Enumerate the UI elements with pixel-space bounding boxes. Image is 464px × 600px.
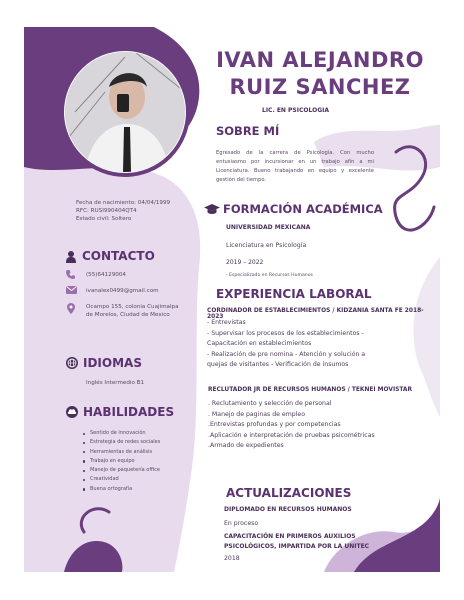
job-1-title: CORDINADOR DE ESTABLECIMIENTOS / KIDZANIA SANTA FE 2018-2023 <box>207 308 424 320</box>
skill-item: Herramientas de análisis <box>82 448 192 457</box>
job-2-duties <box>208 399 418 452</box>
job-1-duties <box>207 318 417 371</box>
university-name: UNIVERSIDAD MEXICANA <box>226 224 311 231</box>
job-1-duty: - Entrevistas <box>207 319 246 326</box>
job-1-duty: - Realización de pre nomina - Atención y solución a <box>207 350 366 358</box>
job-1-duty: quejas de visitantes - Verificación de insumos <box>207 361 349 368</box>
contact-heading: CONTACTO <box>82 249 155 263</box>
update-1-status: En proceso <box>224 520 259 527</box>
job-2-duty: . Reclutamiento y selección de personal <box>208 400 332 407</box>
personal-info <box>76 199 196 223</box>
education-specialization: - Especializado en Recursos Humanos <box>226 273 313 278</box>
update-2-line-1: CAPACITACIÓN EN PRIMEROS AUXILIOS <box>224 533 356 540</box>
update-1-title: DIPLOMADO EN RECURSOS HUMANOS <box>224 506 352 513</box>
skill-item: Buena ortografía <box>82 485 192 494</box>
about-text: Egresado de la carrera de Psicología. Con mucho entusiasmo por incursionar en un trabajo afín a mi Licenciatura. Bueno trabajando en equipo y excelente gestión del tiempo. <box>216 150 374 183</box>
education-heading: FORMACIÓN ACADÉMICA <box>223 202 383 216</box>
skill-item: Trabajo en equipo <box>82 457 192 466</box>
skill-item: Creatividad <box>82 475 192 484</box>
civil-status: Estado civil: Soltero <box>76 216 132 222</box>
home-address: Ocampo 155, colonia Cuajimalpa de Morelos, Ciudad de Mexico <box>86 304 179 318</box>
resume-page <box>24 27 440 572</box>
language-english: Inglés Intermedio B1 <box>86 380 145 386</box>
phone-icon <box>66 270 75 279</box>
degree-name: Licenciatura en Psicología <box>226 242 307 249</box>
languages-heading: IDIOMAS <box>83 356 142 370</box>
skills-heading: HABILIDADES <box>83 405 175 419</box>
skills-list <box>82 429 192 494</box>
skill-item: Manejo de paquetería office <box>82 466 192 475</box>
brain-icon <box>66 406 78 418</box>
name-line-1: IVAN ALEJANDRO <box>216 48 424 72</box>
birth-date: Fecha de nacimiento: 04/04/1999 <box>76 200 171 206</box>
job-1-duty: Capacitación en establecimientos <box>207 340 312 347</box>
phone-number: (55)64129004 <box>86 272 126 278</box>
about-heading: SOBRE MÍ <box>216 124 280 138</box>
job-2-duty: . Manejo de paginas de empleo <box>208 410 306 418</box>
job-2-duty: .Aplicación e interpretación de pruebas psicométricas <box>208 431 375 439</box>
location-pin-icon <box>67 303 75 314</box>
graduation-cap-icon <box>204 204 220 215</box>
globe-icon <box>66 357 78 369</box>
job-2-duty: .Entrevistas profundas y por competencias <box>208 421 341 428</box>
update-2-line-2: PSICOLÓGICOS, IMPARTIDA POR LA UNITEC <box>224 543 370 550</box>
job-2-duty: .Armado de expedientes <box>208 442 284 449</box>
education-years: 2019 – 2022 <box>226 259 264 266</box>
rfc: RFC: RUSI990404QT4 <box>76 208 137 214</box>
profession-title: LIC. EN PSICOLOGIA <box>262 107 330 114</box>
skill-item: Estrategia de redes sociales <box>82 438 192 447</box>
job-2-title: RECLUTADOR JR DE RECURSOS HUMANOS / TEKNEI MOVISTAR <box>208 387 413 393</box>
experience-heading: EXPERIENCIA LABORAL <box>216 287 372 301</box>
updates-heading: ACTUALIZACIONES <box>226 486 352 500</box>
user-icon <box>66 251 76 263</box>
email-icon <box>66 286 77 294</box>
job-1-duty: - Supervisar los procesos de los establecimientos - <box>207 329 364 337</box>
candidate-name <box>202 47 438 101</box>
skill-item: Sentido de innovación <box>82 429 192 438</box>
update-2-year: 2018 <box>224 555 240 562</box>
email-address: ivanalex0499@gmail.com <box>86 288 159 294</box>
update-2-title <box>224 532 369 552</box>
name-line-2: RUIZ SANCHEZ <box>229 75 411 99</box>
profile-photo <box>65 52 185 172</box>
